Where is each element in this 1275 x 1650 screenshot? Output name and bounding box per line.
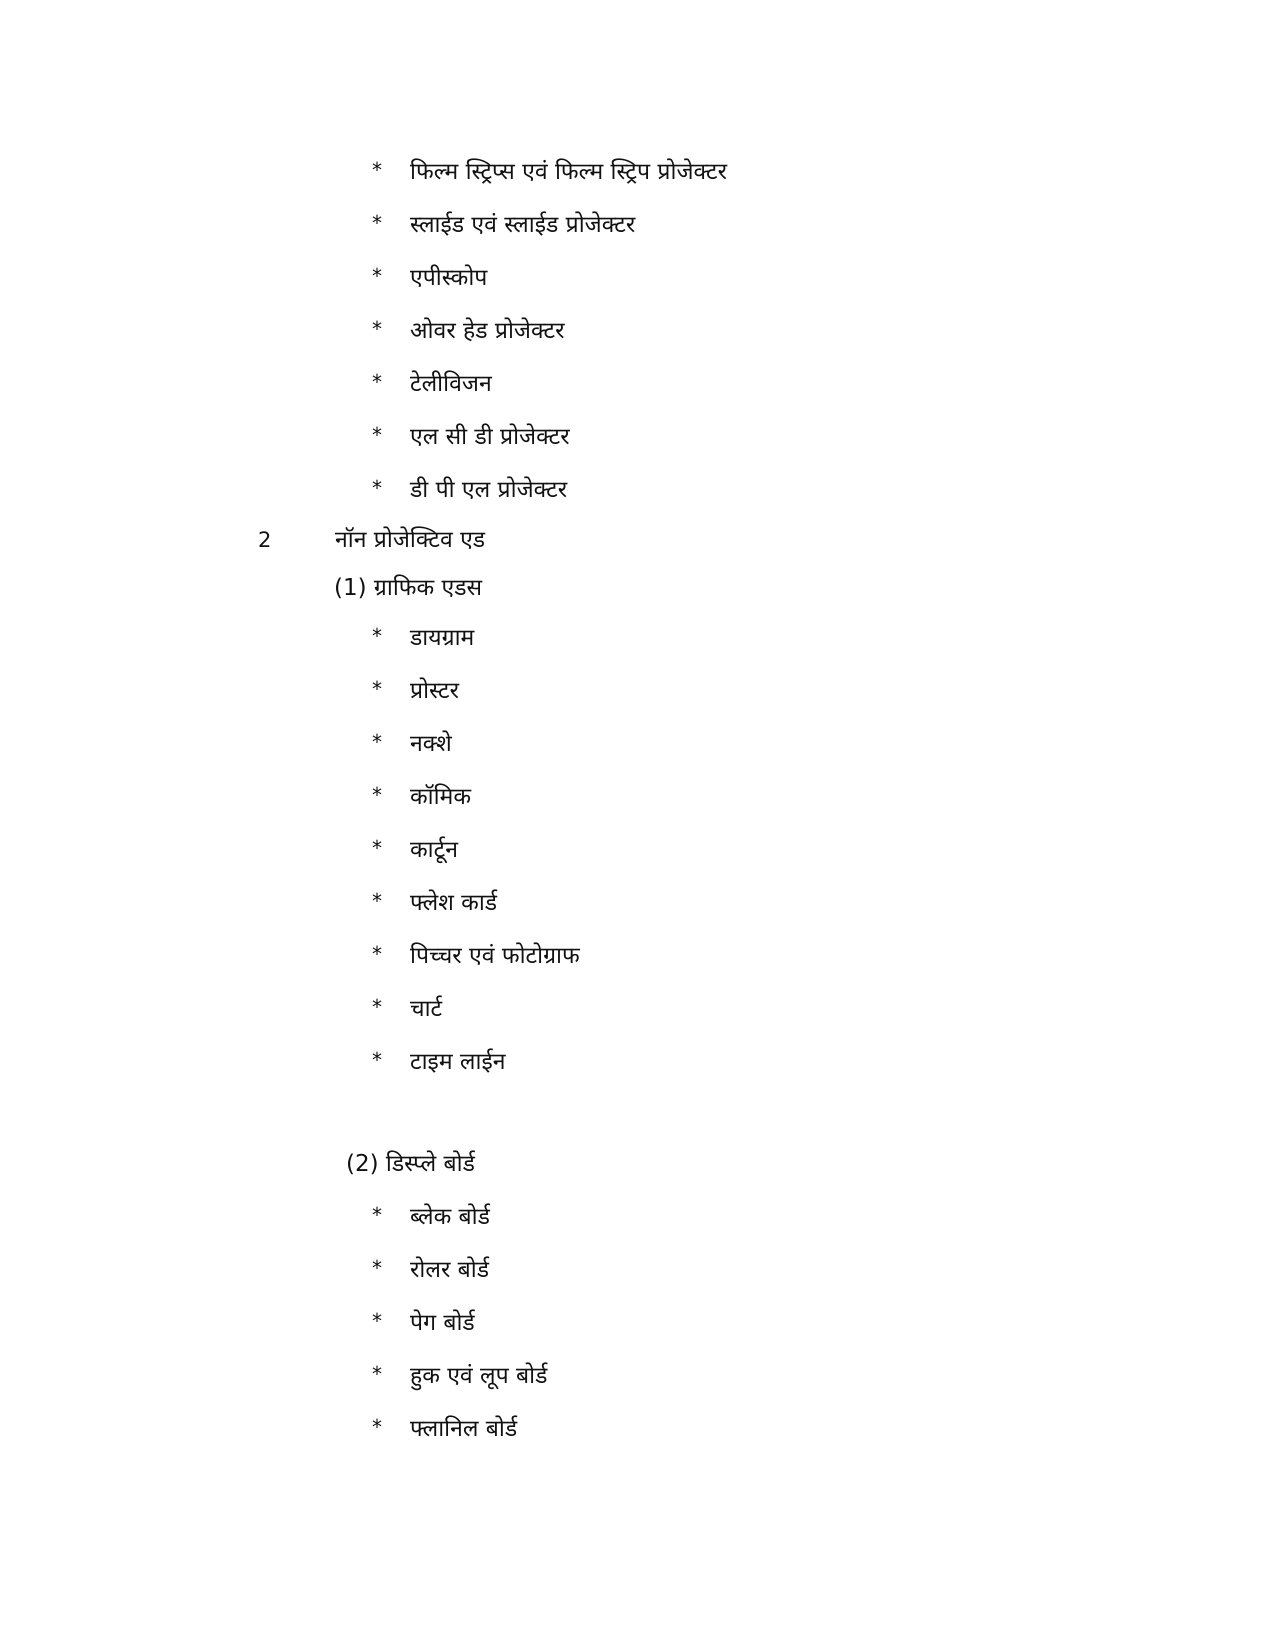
bullet-icon: * bbox=[372, 941, 382, 966]
graphic-aids-list bbox=[372, 609, 580, 1086]
bullet-icon: * bbox=[372, 1202, 382, 1227]
list-item-text: प्रोस्टर bbox=[410, 677, 459, 704]
list-item bbox=[372, 980, 580, 1033]
list-item-text: चार्ट bbox=[410, 995, 443, 1022]
list-item-text: डायग्राम bbox=[410, 624, 475, 651]
bullet-icon: * bbox=[372, 157, 382, 182]
bullet-icon: * bbox=[372, 1255, 382, 1280]
list-item-text: नक्शे bbox=[410, 730, 452, 757]
bullet-icon: * bbox=[372, 1361, 382, 1386]
list-item bbox=[372, 821, 580, 874]
list-item bbox=[372, 927, 580, 980]
bullet-icon: * bbox=[372, 994, 382, 1019]
bullet-icon: * bbox=[372, 676, 382, 701]
list-item bbox=[372, 662, 580, 715]
list-item-text: फ्लेश कार्ड bbox=[410, 889, 498, 916]
list-item-text: एल सी डी प्रोजेक्टर bbox=[410, 423, 570, 450]
bullet-icon: * bbox=[372, 316, 382, 341]
list-item-text: रोलर बोर्ड bbox=[410, 1256, 490, 1283]
list-item-text: डी पी एल प्रोजेक्टर bbox=[410, 476, 568, 503]
list-item-text: फिल्म स्ट्रिप्स एवं फिल्म स्ट्रिप प्रोजेक्टर bbox=[410, 158, 728, 185]
bullet-icon: * bbox=[372, 369, 382, 394]
list-item-text: स्लाईड एवं स्लाईड प्रोजेक्टर bbox=[410, 211, 636, 238]
bullet-icon: * bbox=[372, 782, 382, 807]
list-item-text: कॉमिक bbox=[410, 783, 471, 810]
list-item bbox=[372, 1188, 547, 1241]
list-item bbox=[372, 408, 727, 461]
bullet-icon: * bbox=[372, 1414, 382, 1439]
list-item bbox=[372, 1347, 547, 1400]
list-item-text: पिच्चर एवं फोटोग्राफ bbox=[410, 942, 580, 969]
list-item bbox=[372, 302, 727, 355]
list-item bbox=[372, 1241, 547, 1294]
section-number: 2 bbox=[258, 528, 272, 552]
section-heading bbox=[258, 522, 485, 554]
bullet-icon: * bbox=[372, 422, 382, 447]
list-item-text: हुक एवं लूप बोर्ड bbox=[410, 1362, 548, 1389]
projective-aids-list bbox=[372, 143, 727, 514]
list-item-text: पेग बोर्ड bbox=[410, 1309, 475, 1336]
list-item bbox=[372, 609, 580, 662]
list-item bbox=[372, 143, 727, 196]
list-item bbox=[372, 355, 727, 408]
list-item bbox=[372, 715, 580, 768]
list-item-text: ओवर हेड प्रोजेक्टर bbox=[410, 317, 565, 344]
list-item-text: एपीस्कोप bbox=[410, 264, 488, 291]
list-item-text: ब्लेक बोर्ड bbox=[410, 1203, 490, 1230]
list-item-text: टाइम लाईन bbox=[410, 1048, 506, 1075]
bullet-icon: * bbox=[372, 1047, 382, 1072]
display-boards-list bbox=[372, 1188, 547, 1453]
subsection-heading-graphic-aids: (1) ग्राफिक एडस bbox=[334, 575, 483, 601]
list-item-text: कार्टून bbox=[410, 836, 458, 863]
bullet-icon: * bbox=[372, 263, 382, 288]
bullet-icon: * bbox=[372, 475, 382, 500]
list-item bbox=[372, 1033, 580, 1086]
list-item bbox=[372, 196, 727, 249]
list-item bbox=[372, 1400, 547, 1453]
bullet-icon: * bbox=[372, 729, 382, 754]
subsection-heading-display-boards: (2) डिस्प्ले बोर्ड bbox=[346, 1151, 475, 1177]
list-item bbox=[372, 249, 727, 302]
bullet-icon: * bbox=[372, 210, 382, 235]
list-item bbox=[372, 874, 580, 927]
section-title: नॉन प्रोजेक्टिव एड bbox=[335, 527, 486, 553]
list-item-text: टेलीविजन bbox=[410, 370, 492, 397]
list-item bbox=[372, 768, 580, 821]
bullet-icon: * bbox=[372, 1308, 382, 1333]
list-item bbox=[372, 1294, 547, 1347]
bullet-icon: * bbox=[372, 623, 382, 648]
list-item-text: फ्लानिल बोर्ड bbox=[410, 1415, 518, 1442]
list-item bbox=[372, 461, 727, 514]
bullet-icon: * bbox=[372, 888, 382, 913]
bullet-icon: * bbox=[372, 835, 382, 860]
